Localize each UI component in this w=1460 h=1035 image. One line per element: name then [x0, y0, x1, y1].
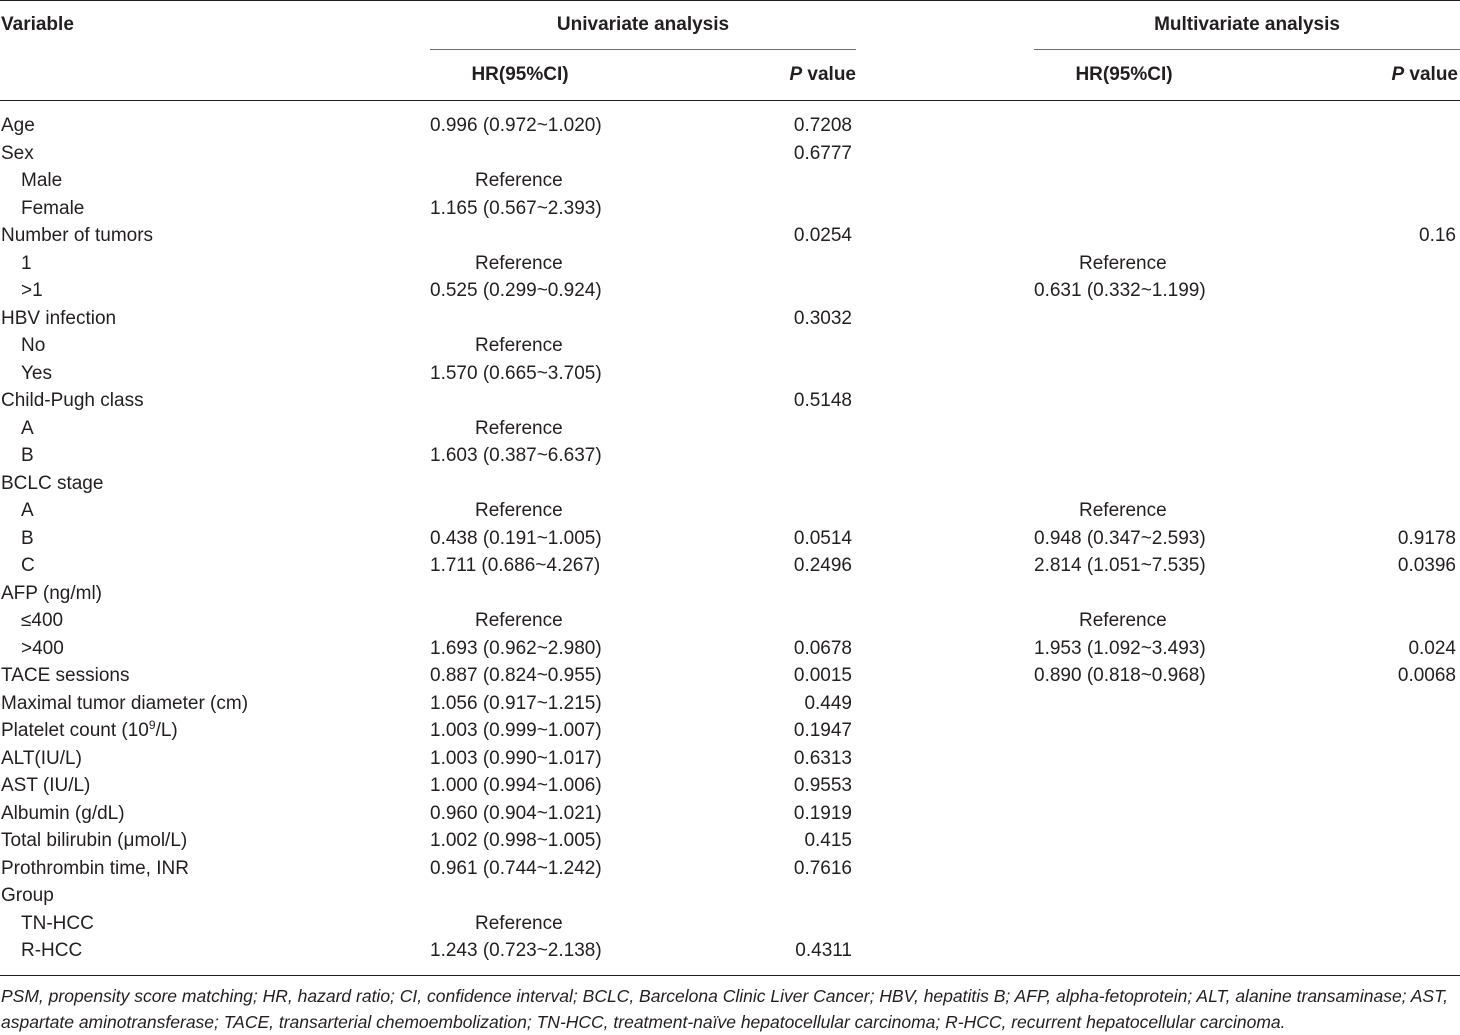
- cell-variable: Maximal tumor diameter (cm): [1, 692, 249, 714]
- table-row: [0, 167, 1460, 195]
- cell-hr-multivariate: 0.890 (0.818~0.968): [1034, 665, 1206, 686]
- table-row: [0, 607, 1460, 635]
- table-row: [0, 525, 1460, 553]
- cell-p-univariate: 0.415: [804, 830, 852, 851]
- table-body: [0, 112, 1460, 965]
- cell-hr-univariate: 1.165 (0.567~2.393): [430, 197, 602, 219]
- cell-variable: C: [21, 555, 35, 576]
- cell-hr-univariate: 1.000 (0.994~1.006): [430, 775, 602, 796]
- cell-variable: Male: [21, 170, 63, 191]
- p-value-word: value: [1404, 64, 1458, 85]
- header-variable: Variable: [1, 14, 74, 35]
- cell-variable: AFP (ng/ml): [1, 582, 103, 604]
- cell-hr-univariate: 1.002 (0.998~1.005): [430, 830, 602, 851]
- cell-p-multivariate: 0.024: [1408, 637, 1456, 659]
- cell-hr-univariate: 0.887 (0.824~0.955): [430, 665, 602, 686]
- cell-p-univariate: 0.0514: [793, 527, 852, 549]
- cell-variable: ALT(IU/L): [1, 747, 82, 769]
- cell-variable: HBV infection: [1, 307, 117, 329]
- cell-p-multivariate: 0.9178: [1397, 527, 1456, 549]
- cell-variable: Child-Pugh class: [1, 390, 144, 411]
- cell-p-univariate: 0.5148: [793, 390, 852, 411]
- table-row: [0, 195, 1460, 223]
- cell-variable: B: [21, 445, 34, 466]
- cell-p-univariate: 0.6313: [793, 747, 852, 769]
- cell-variable: TACE sessions: [1, 665, 130, 686]
- table-row: [0, 442, 1460, 470]
- cell-hr-univariate: 0.996 (0.972~1.020): [430, 115, 602, 136]
- cell-variable: Female: [21, 197, 85, 219]
- table-row: [0, 552, 1460, 580]
- cell-hr-multivariate: 1.953 (1.092~3.493): [1034, 637, 1206, 659]
- cell-hr-univariate: 0.525 (0.299~0.924): [430, 280, 602, 301]
- cell-hr-multivariate: Reference: [1079, 252, 1167, 274]
- cell-variable: No: [21, 335, 46, 356]
- cell-variable: Number of tumors: [1, 225, 154, 246]
- cell-hr-univariate: 1.603 (0.387~6.637): [430, 445, 602, 466]
- table-row: [0, 332, 1460, 360]
- table-row: [0, 470, 1460, 498]
- cell-p-univariate: 0.449: [804, 692, 852, 714]
- cell-variable: R-HCC: [21, 940, 83, 961]
- p-value-word: value: [802, 64, 856, 85]
- header-p-value-univariate: [700, 63, 856, 87]
- cell-p-multivariate: 0.16: [1419, 225, 1456, 246]
- cell-hr-multivariate: Reference: [1079, 500, 1167, 521]
- cell-hr-multivariate: 0.948 (0.347~2.593): [1034, 527, 1206, 549]
- cell-variable: A: [21, 417, 34, 439]
- table-row: [0, 772, 1460, 800]
- table-footnote: PSM, propensity score matching; HR, hazard ratio; CI, confidence interval; BCLC, Barcelona Clinic Liver Cancer; HBV, hepatitis B; AFP, alpha-fetoprotein; ALT, alanine transaminase; AST, aspartate aminotransferase; TACE, transarterial chemoembolization; TN-HCC, treatment-naïve hepatocellular carcinoma; R-HCC, recurrent hepatocellular carcinoma.: [1, 986, 1449, 1032]
- cell-p-univariate: 0.1919: [793, 802, 852, 824]
- cell-p-univariate: 0.7208: [793, 115, 852, 136]
- cell-hr-univariate: 1.003 (0.999~1.007): [430, 720, 602, 741]
- header-hr-ci-multivariate: HR(95%CI): [1075, 64, 1173, 85]
- cell-hr-univariate: Reference: [475, 610, 563, 631]
- cell-variable: ≤400: [21, 610, 64, 631]
- table-row: [0, 140, 1460, 168]
- table-row: [0, 305, 1460, 333]
- cell-hr-multivariate: 2.814 (1.051~7.535): [1034, 555, 1206, 576]
- cell-p-univariate: 0.4311: [795, 940, 852, 961]
- table-bottom-rule: [0, 975, 1460, 976]
- table-row: [0, 580, 1460, 608]
- table-row: [0, 827, 1460, 855]
- table-row: [0, 882, 1460, 910]
- table-row: [0, 855, 1460, 883]
- cell-hr-univariate: Reference: [475, 335, 563, 356]
- table-row: [0, 250, 1460, 278]
- header-multivariate: Multivariate analysis: [1154, 14, 1340, 35]
- table-row: [0, 497, 1460, 525]
- cell-hr-univariate: 0.961 (0.744~1.242): [430, 857, 602, 879]
- table-row: [0, 800, 1460, 828]
- cell-p-multivariate: 0.0068: [1397, 665, 1456, 686]
- table-row: [0, 690, 1460, 718]
- table-row: [0, 360, 1460, 388]
- cell-variable: Total bilirubin (μmol/L): [1, 830, 188, 851]
- cell-variable: Yes: [21, 362, 52, 384]
- table-row: [0, 745, 1460, 773]
- table-row: [0, 112, 1460, 140]
- table-row: [0, 415, 1460, 443]
- cell-variable: Group: [1, 885, 54, 906]
- cell-hr-multivariate: Reference: [1079, 610, 1167, 631]
- cell-variable: Platelet count $(10^9/L)$: [1, 718, 178, 741]
- cell-variable: >400: [21, 637, 64, 659]
- cell-hr-univariate: 1.056 (0.917~1.215): [430, 692, 602, 714]
- cell-p-univariate: 0.2496: [793, 555, 852, 576]
- cell-hr-univariate: Reference: [475, 500, 563, 521]
- table-row: [0, 387, 1460, 415]
- cell-hr-univariate: Reference: [475, 417, 563, 439]
- cell-p-univariate: 0.1947: [793, 720, 852, 741]
- cell-hr-univariate: 1.711 (0.686~4.267): [430, 555, 601, 576]
- cell-hr-univariate: 1.570 (0.665~3.705): [430, 362, 602, 384]
- cell-hr-univariate: 1.693 (0.962~2.980): [430, 637, 602, 659]
- cell-p-multivariate: 0.0396: [1397, 555, 1456, 576]
- p-symbol: P: [1391, 64, 1405, 85]
- header-p-value-multivariate: [1300, 63, 1458, 87]
- cell-hr-univariate: Reference: [475, 252, 563, 274]
- cell-p-univariate: 0.0254: [793, 225, 852, 246]
- table-row: [0, 635, 1460, 663]
- cell-variable: Age: [1, 115, 35, 136]
- cell-variable: Prothrombin time, INR: [1, 857, 189, 879]
- cell-p-univariate: 0.0015: [793, 665, 852, 686]
- cell-p-univariate: 0.6777: [793, 142, 852, 164]
- cell-p-univariate: 0.0678: [793, 637, 852, 659]
- cell-variable: TN-HCC: [21, 912, 94, 934]
- header-bottom-rule: [0, 100, 1460, 101]
- cell-hr-univariate: Reference: [475, 170, 563, 191]
- header-hr-ci-univariate: HR(95%CI): [471, 64, 569, 85]
- header-univariate: Univariate analysis: [556, 14, 730, 35]
- cell-hr-univariate: Reference: [475, 912, 563, 934]
- table-row: [0, 662, 1460, 690]
- cell-p-univariate: 0.9553: [793, 775, 852, 796]
- cell-hr-univariate: 0.960 (0.904~1.021): [430, 802, 602, 824]
- cell-hr-univariate: 1.243 (0.723~2.138): [430, 940, 602, 961]
- cell-p-univariate: 0.7616: [793, 857, 852, 879]
- cell-variable: 1: [21, 252, 32, 274]
- cell-variable: B: [21, 527, 34, 549]
- multivariate-group-rule: [1034, 49, 1460, 50]
- cell-variable: BCLC stage: [1, 472, 104, 494]
- table-row: [0, 937, 1460, 965]
- table-row: [0, 717, 1460, 745]
- univariate-group-rule: [430, 49, 856, 50]
- cell-variable: Sex: [1, 142, 34, 164]
- table-row: [0, 910, 1460, 938]
- cell-variable: Albumin (g/dL): [1, 802, 125, 824]
- cell-variable: >1: [21, 280, 43, 301]
- p-symbol: P: [789, 64, 803, 85]
- table-top-rule: [0, 0, 1460, 1]
- table-row: [0, 277, 1460, 305]
- table-row: [0, 222, 1460, 250]
- cell-hr-univariate: 0.438 (0.191~1.005): [430, 527, 602, 549]
- cell-variable: A: [21, 500, 34, 521]
- cell-variable: AST (IU/L): [1, 775, 91, 796]
- cell-hr-univariate: 1.003 (0.990~1.017): [430, 747, 602, 769]
- cell-hr-multivariate: 0.631 (0.332~1.199): [1034, 280, 1206, 301]
- cell-p-univariate: 0.3032: [793, 307, 852, 329]
